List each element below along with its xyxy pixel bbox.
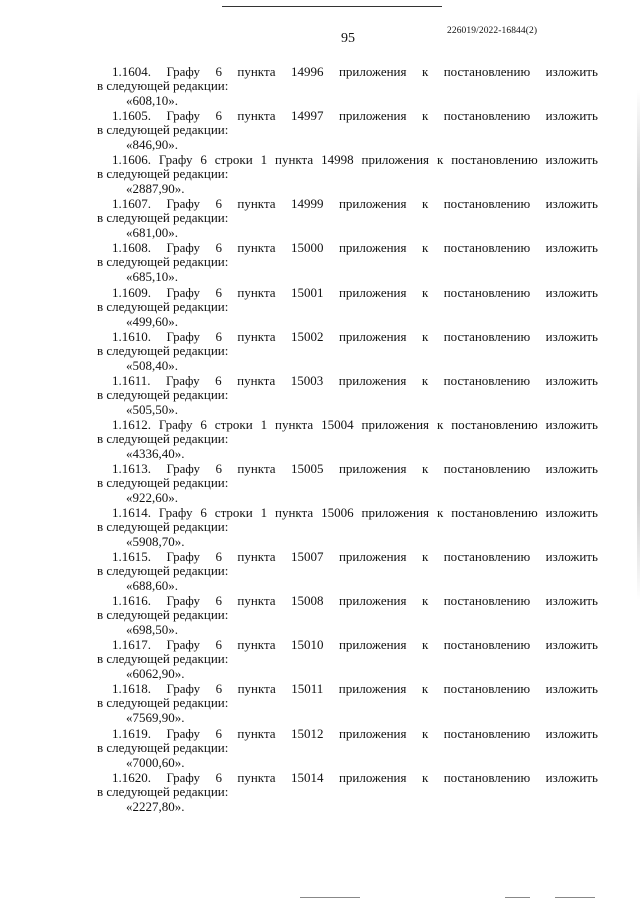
entry-value: «508,40». (126, 357, 178, 373)
entry-word: к (421, 637, 429, 653)
entry-word: 1.1605. (112, 108, 151, 124)
entry-word: 1.1617. (112, 637, 151, 653)
entry-word: приложения (338, 284, 407, 300)
entry-word: к (421, 64, 429, 79)
entry-word: 1.1614. (112, 505, 151, 520)
entry-word: 6 (215, 769, 222, 785)
entry-value: «688,60». (126, 578, 178, 594)
entry-continuation-line: в следующей редакции: (97, 651, 229, 667)
entry-word: 15012 (291, 725, 324, 741)
entry-word: 6 (215, 460, 222, 476)
entry-word: 6 (215, 593, 222, 609)
entry-continuation-line: в следующей редакции: (97, 430, 229, 446)
entry-instruction-line (112, 681, 598, 696)
entry-word: изложить (545, 769, 598, 785)
entry-word: постановлению (443, 725, 531, 741)
entry-instruction-line (112, 373, 598, 388)
entry-word: 14999 (291, 196, 324, 212)
entry-word: приложения (338, 460, 407, 476)
entry-word: 15008 (291, 593, 324, 609)
entry-word: приложения (338, 593, 407, 609)
entry-word: Графу (158, 505, 193, 520)
entry-word: постановлению (443, 637, 531, 653)
entry-value: «505,50». (126, 401, 178, 417)
entry-continuation-line: в следующей редакции: (97, 254, 229, 270)
entry-value: «499,60». (126, 313, 178, 329)
entry-continuation-line: в следующей редакции: (97, 78, 229, 93)
entry-word: постановлению (451, 152, 538, 168)
entry-word: изложить (545, 416, 598, 432)
entry-word: пункта (275, 152, 314, 168)
entry-word: 15003 (290, 372, 324, 388)
entry-word: 1 (260, 152, 268, 168)
entry-word: 1.1610. (112, 328, 151, 344)
entry-word: пункта (237, 769, 276, 785)
entry-word: постановлению (443, 108, 531, 124)
entry-word: к (421, 593, 429, 609)
entry-instruction-line (112, 329, 598, 344)
entry-word: 1.1620. (112, 769, 151, 785)
entry-word: приложения (361, 505, 430, 520)
entry-instruction-line (112, 285, 598, 300)
entry-instruction-line (112, 196, 598, 211)
entry-word: 15014 (291, 769, 324, 785)
entry-word: Графу (166, 769, 201, 785)
entry-word: 1.1611. (112, 372, 151, 388)
entry-word: изложить (545, 196, 598, 212)
entry-word: 6 (215, 328, 222, 344)
entry-word: 6 (215, 108, 222, 124)
entry-continuation-line: в следующей редакции: (97, 386, 229, 402)
entry-word: приложения (338, 196, 407, 212)
entry-continuation-line: в следующей редакции: (97, 607, 229, 623)
entry-word: 15002 (291, 328, 324, 344)
entry-value: «681,00». (126, 225, 178, 241)
document-code: 226019/2022-16844(2) (447, 26, 538, 36)
entry-word: 1.1606. (112, 152, 151, 168)
entry-word: изложить (545, 284, 598, 300)
entry-word: к (421, 769, 429, 785)
entry-continuation-line: в следующей редакции: (97, 122, 229, 138)
entry-value: «7569,90». (126, 710, 185, 726)
entry-continuation-line: в следующей редакции: (97, 166, 229, 182)
entry-word: 15005 (291, 460, 324, 476)
entry-word: 6 (215, 637, 222, 653)
entry-word: к (421, 681, 429, 697)
entry-value: «6062,90». (126, 666, 185, 682)
entry-word: приложения (338, 725, 407, 741)
entry-word: 1.1613. (112, 460, 151, 476)
entry-word: 6 (200, 416, 207, 432)
entry-word: изложить (545, 64, 598, 79)
entry-word: Графу (166, 593, 201, 609)
entry-word: пункта (237, 196, 276, 212)
entry-word: Графу (166, 284, 201, 300)
entry-word: 6 (215, 64, 222, 79)
entry-value: «685,10». (126, 269, 178, 285)
entry-word: 14996 (291, 64, 324, 79)
entry-word: 14998 (321, 152, 354, 168)
entry-word: 1 (260, 416, 268, 432)
entry-word: приложения (338, 108, 407, 124)
entry-word: приложения (338, 681, 407, 697)
entry-word: 1.1607. (112, 196, 151, 212)
entry-word: Графу (166, 240, 201, 256)
entry-word: изложить (545, 152, 598, 168)
entry-word: 15011 (291, 681, 324, 697)
entry-word: строки (214, 505, 253, 520)
entry-word: Графу (166, 725, 201, 741)
entry-word: пункта (237, 372, 276, 388)
entry-instruction-line (112, 240, 598, 255)
entry-word: 6 (200, 505, 207, 520)
entry-word: изложить (545, 460, 598, 476)
entry-word: изложить (545, 108, 598, 124)
entry-word: Графу (166, 460, 201, 476)
entry-instruction-line (112, 505, 598, 520)
entry-word: Графу (166, 196, 201, 212)
scan-bottom-marks (300, 897, 640, 899)
entry-word: пункта (237, 64, 276, 79)
entry-word: 1.1604. (112, 64, 151, 79)
entry-word: постановлению (451, 505, 538, 520)
entry-value: «608,10». (126, 93, 178, 108)
entry-word: пункта (237, 549, 276, 565)
entry-word: к (421, 372, 429, 388)
entry-instruction-line (112, 461, 598, 476)
entry-word: постановлению (443, 64, 531, 79)
top-rule (222, 6, 442, 7)
entry-word: постановлению (443, 196, 531, 212)
entry-word: 1.1608. (112, 240, 151, 256)
entry-word: строки (214, 416, 253, 432)
entry-word: 6 (215, 725, 222, 741)
entry-word: приложения (338, 240, 407, 256)
entry-word: пункта (237, 681, 276, 697)
entry-word: приложения (338, 549, 407, 565)
entry-word: к (436, 152, 444, 168)
entry-instruction-line (112, 637, 598, 652)
entry-word: изложить (545, 328, 598, 344)
entry-word: приложения (361, 416, 430, 432)
entry-word: 15004 (321, 416, 354, 432)
entry-word: к (421, 549, 429, 565)
entry-word: 1 (260, 505, 268, 520)
entry-value: «4336,40». (126, 445, 185, 461)
entry-word: пункта (237, 637, 276, 653)
entry-word: пункта (275, 505, 314, 520)
entry-continuation-line: в следующей редакции: (97, 298, 229, 314)
entry-value: «922,60». (126, 489, 178, 505)
entry-instruction-line (112, 108, 598, 123)
entry-word: приложения (338, 328, 407, 344)
entry-instruction-line (112, 726, 598, 741)
entry-word: изложить (545, 593, 598, 609)
entry-word: к (421, 284, 429, 300)
entry-word: изложить (545, 725, 598, 741)
entry-word: пункта (237, 593, 276, 609)
entry-word: изложить (545, 637, 598, 653)
entry-continuation-line: в следующей редакции: (97, 210, 229, 226)
entry-word: 15001 (291, 284, 324, 300)
entry-word: 1.1609. (112, 284, 151, 300)
entry-value: «2227,80». (126, 798, 185, 814)
entry-continuation-line: в следующей редакции: (97, 563, 229, 579)
entry-word: постановлению (451, 416, 538, 432)
entry-word: приложения (338, 64, 407, 79)
entry-continuation-line: в следующей редакции: (97, 342, 229, 358)
entry-word: пункта (237, 328, 276, 344)
entry-word: приложения (338, 637, 407, 653)
entry-word: изложить (545, 681, 598, 697)
entry-word: 15007 (291, 549, 324, 565)
entry-instruction-line (112, 593, 598, 608)
entry-value: «5908,70». (126, 534, 185, 549)
entry-value: «7000,60». (126, 754, 185, 770)
entry-word: Графу (166, 549, 201, 565)
entry-word: постановлению (443, 284, 531, 300)
entry-word: Графу (166, 681, 201, 697)
entry-word: 1.1618. (112, 681, 151, 697)
entry-word: 14997 (291, 108, 324, 124)
entry-word: изложить (545, 505, 598, 520)
entry-word: к (421, 108, 429, 124)
entry-word: постановлению (443, 240, 531, 256)
entry-word: Графу (166, 372, 200, 388)
entry-value: «2887,90». (126, 181, 185, 197)
entry-word: к (421, 240, 429, 256)
entry-word: постановлению (443, 328, 531, 344)
entry-word: постановлению (443, 769, 531, 785)
entry-word: Графу (166, 64, 201, 79)
entry-instruction-line (112, 417, 598, 432)
entry-value: «698,50». (126, 622, 178, 638)
entry-word: к (436, 416, 444, 432)
entry-instruction-line (112, 152, 598, 167)
entry-word: 6 (215, 196, 222, 212)
entry-continuation-line: в следующей редакции: (97, 474, 229, 490)
entry-word: 6 (200, 152, 207, 168)
entry-word: постановлению (443, 460, 531, 476)
entry-word: 1.1619. (112, 725, 151, 741)
entry-word: 6 (215, 284, 222, 300)
entry-word: 6 (215, 681, 223, 697)
entry-word: приложения (361, 152, 430, 168)
entry-word: 6 (215, 240, 222, 256)
entry-continuation-line: в следующей редакции: (97, 519, 229, 534)
entry-word: к (436, 505, 444, 520)
entry-word: пункта (237, 240, 276, 256)
entry-word: приложения (338, 769, 407, 785)
entry-word: постановлению (443, 372, 531, 388)
entry-word: к (421, 328, 429, 344)
entry-word: постановлению (443, 549, 531, 565)
entry-word: Графу (158, 416, 193, 432)
entry-continuation-line: в следующей редакции: (97, 739, 229, 755)
entry-word: 15006 (321, 505, 354, 520)
entry-word: 1.1616. (112, 593, 151, 609)
entry-continuation-line: в следующей редакции: (97, 695, 229, 711)
entry-word: строки (214, 152, 253, 168)
entry-word: 1.1615. (112, 549, 151, 565)
entry-word: изложить (545, 240, 598, 256)
entry-continuation-line: в следующей редакции: (97, 783, 229, 799)
entry-word: пункта (237, 725, 276, 741)
entry-instruction-line (112, 549, 598, 564)
entry-word: к (421, 725, 429, 741)
entry-word: 15010 (291, 637, 324, 653)
entry-word: изложить (545, 549, 598, 565)
entry-word: пункта (237, 108, 276, 124)
entry-instruction-line (112, 64, 598, 79)
entry-word: Графу (166, 328, 201, 344)
entry-word: постановлению (443, 593, 531, 609)
entry-word: 1.1612. (112, 416, 151, 432)
entry-word: 6 (215, 549, 222, 565)
entry-word: Графу (158, 152, 193, 168)
entry-word: пункта (237, 460, 276, 476)
entry-word: к (421, 460, 429, 476)
entry-word: 6 (215, 372, 222, 388)
entry-word: приложения (338, 372, 407, 388)
entry-word: пункта (237, 284, 276, 300)
entry-word: Графу (166, 637, 201, 653)
entry-instruction-line (112, 770, 598, 785)
entry-value: «846,90». (126, 137, 178, 153)
entry-word: Графу (166, 108, 201, 124)
entry-word: к (421, 196, 429, 212)
entry-word: 15000 (291, 240, 324, 256)
page-number: 95 (341, 31, 355, 46)
entry-word: изложить (545, 372, 598, 388)
entry-word: постановлению (443, 681, 531, 697)
entry-word: пункта (275, 416, 314, 432)
